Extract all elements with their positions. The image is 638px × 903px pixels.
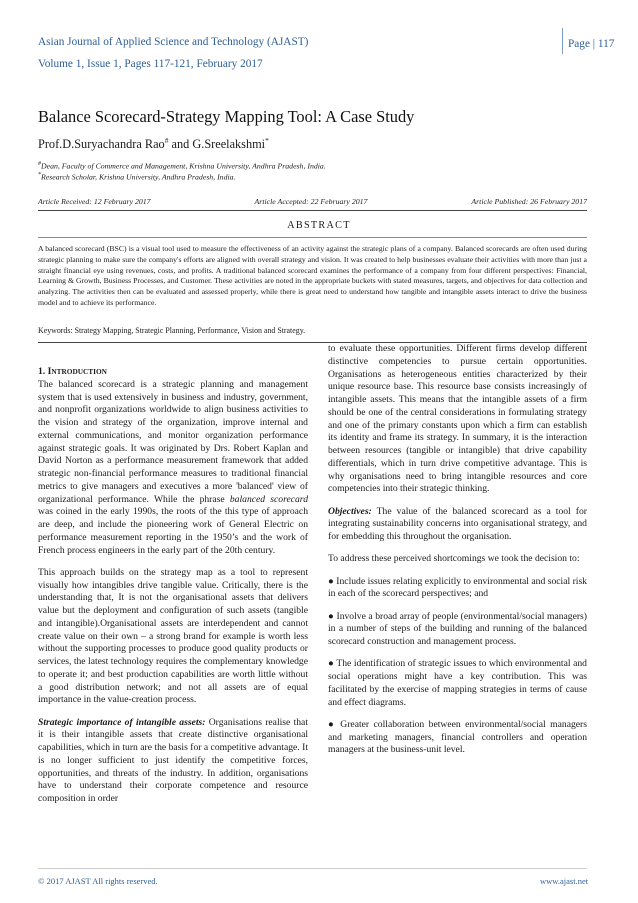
rule-top [38,210,587,211]
paper-title: Balance Scorecard-Strategy Mapping Tool: A Case Study [38,107,415,126]
section-title: NTRODUCTION [51,367,107,376]
abstract-text: A balanced scorecard (BSC) is a visual tool used to measure the effectiveness of an activity against the strategic plans of a company. Balanced scorecards are often used during strategic planning to make sure the company's efforts are aligned with overall strategy and vision. It was created to help businesses evaluate their activities with more than just a straight financial eye using revenues, costs, and profits. A traditional balanced scorecard examines the performance of a company from four different perspectives: Financial, Learning & Growth, Business Processes, and Customer. These activities are noted in the appropriate buckets with stated measures, targets, and objectives for data collection and analyzing. The activities then can be evaluated and assessed properly, while there is great need to understand how tangible and intangible assets interact to drive the business model and to achieve its performance. [38,244,587,307]
col2-paragraph-1: to evaluate these opportunities. Different firms develop different distinctive competencies to pursue certain opportunities. Organisations as heterogeneous entities characterized by their unique resource base. This resource base consists increasingly of intangible assets. This means that the intangible assets of a firm should be one of the central considerations in formulating strategy and one of the primary constants upon which a firm can establish its identity and frame its strategy. In summary, it is the interaction between resources (tangible or intangible) that drive capability differentials, which in turn drive competitive advantage. This is why organisations need to bring intangible resources and core competencies into their strategic thinking. [328,343,587,495]
column-right [328,343,587,767]
section-heading-introduction [38,366,308,379]
date-received: Article Received: 12 February 2017 [38,197,151,206]
author-1: Prof.D.Suryachandra Rao [38,137,165,152]
author-line [38,136,269,152]
bullet-item-1: ● Include issues relating explicitly to environmental and social risk in each of the scorecard perspectives; and [328,575,587,600]
article-dates [38,197,587,206]
intro-p1-end: was coined in the early 1990s, the roots of the this type of approach are deep, and include the pioneering work of General Electric on performance measurement reporting in the 1950’s and the work of French process engineers in the early part of the 20th century. [38,506,308,556]
affiliation-1-text: Dean, Faculty of Commerce and Management, Krishna University, Andhra Pradesh, India. [41,161,326,171]
page-number-divider [562,28,563,54]
page-number: Page | 117 [568,38,615,50]
section-number: 1. I [38,366,52,377]
intro-p1-start: The balanced scorecard is a strategic planning and management system that is used extensively in business and industry, government, and nonprofit organizations worldwide to align business activities to the vision and strategy of the organization, improve internal and external communications, and monitor organization performance against strategic goals. It was originated by Drs. Robert Kaplan and David Norton as a performance measurement framework that added strategic non-financial performance measures to traditional financial metrics to give managers and executives a more 'balanced' view of organizational performance. While the phrase [38,378,308,505]
rule-abstract-top [38,237,587,238]
bullet-item-4: ● Greater collaboration between environmental/social managers and marketing managers, financial controllers and operation managers at the business-unit level. [328,718,587,756]
journal-name: Asian Journal of Applied Science and Technology (AJAST) [38,36,309,48]
affiliation-1 [38,161,326,171]
footer-website-link[interactable]: www.ajast.net [540,876,589,886]
strategic-importance-text: Organisations realise that it is their intangible assets that create distinctive organisational capabilities, which in turn are the basis for a competitive advantage. It is no longer sufficient to just identify the competitive forces, opportunities, and threats of the industry. In addition, organisations have to understand their corporate competence and resource composition in order [38,716,308,804]
intro-paragraph-3 [38,717,308,806]
bullet-item-2: ● Involve a broad array of people (environmental/social managers) in a number of steps of the building and running of the balanced scorecard construction and management process. [328,610,587,647]
author-1-mark: # [164,136,169,145]
objectives-paragraph [328,506,587,544]
intro-paragraph-2: This approach builds on the strategy map as a tool to represent visually how intangibles drive tangible value. Critically, there is the understanding that, It is not the organisational assets that delivers value but the deployment and configuration of such assets (tangible and intangible).Organisational assets are interdependent and cannot create value on their own – a strong brand for example is worth less without the supporting processes to produce good quality products or services, the latest technology requires the complementary knowledge to operate it; and best production capabilities are worth little without a good distribution network; and not all assets are of equal importance in the value-creation process. [38,566,308,706]
author-2-mark: * [265,136,269,145]
date-published: Article Published: 26 February 2017 [471,197,587,206]
column-left [38,366,308,815]
affiliation-2-mark: * [38,172,41,178]
intro-p1-emphasis: balanced scorecard [229,493,308,505]
footer-rule [38,868,587,869]
intro-paragraph-1 [38,379,308,558]
author-2: G.Sreelakshmi [192,137,266,152]
date-accepted: Article Accepted: 22 February 2017 [254,197,368,206]
objectives-label: Objectives: [328,505,372,517]
author-joiner: and [168,137,193,152]
affiliation-2 [38,172,235,182]
footer-copyright: © 2017 AJAST All rights reserved. [38,876,158,886]
col2-paragraph-3: To address these perceived shortcomings we took the decision to: [328,553,580,565]
affiliation-2-text: Research Scholar, Krishna University, Andhra Pradesh, India. [41,172,236,182]
strategic-importance-label: Strategic importance of intangible assets: [38,716,206,728]
bullet-item-3: ● The identification of strategic issues to which environmental and social operations might have a key contribution. This was facilitated by the exercise of mapping strategies in terms of cause and effect diagrams. [328,658,587,708]
abstract-heading: ABSTRACT [287,220,351,231]
journal-volume: Volume 1, Issue 1, Pages 117-121, February 2017 [38,58,263,70]
affiliation-1-mark: # [38,161,41,167]
objectives-text: The value of the balanced scorecard as a tool for integrating sustainability concerns into organisational strategy, and for embedding this throughout the organisation. [328,505,587,542]
keywords: Keywords: Strategy Mapping, Strategic Planning, Performance, Vision and Strategy. [38,326,306,335]
